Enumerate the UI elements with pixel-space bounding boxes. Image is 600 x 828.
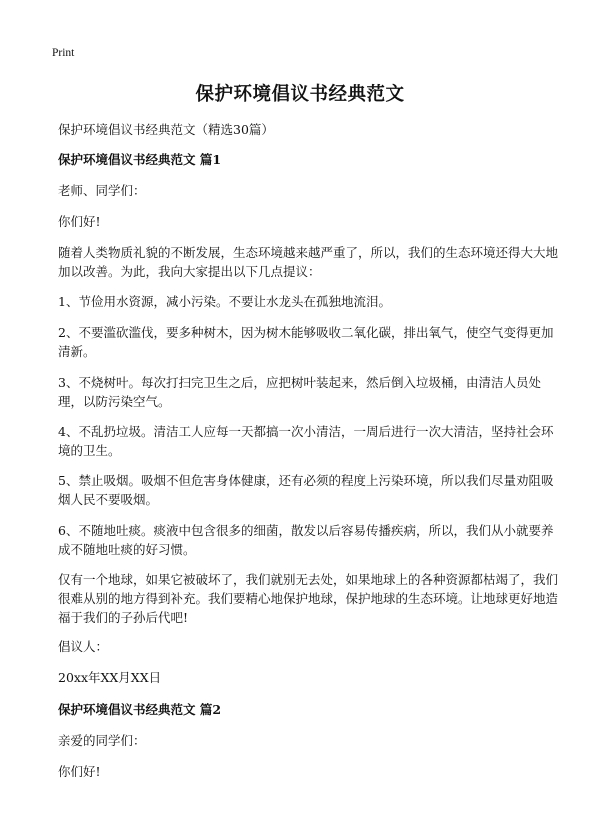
section-1-item-1: 1、节俭用水资源，减小污染。不要让水龙头在孤独地流泪。 [58,294,391,309]
section-1-date: 20xx年XX月XX日 [58,670,162,685]
section-2-hello: 你们好! [58,764,101,779]
section-1-conclusion: 仅有一个地球，如果它被破坏了，我们就别无去处，如果地球上的各种资源都枯竭了，我们很难从别的地方得到补充。我们要精心地保护地球，保护地球的生态环境。让地球更好地造福于我们的子孙后代吧! [58,572,559,625]
section-1-hello: 你们好! [58,214,101,229]
section-1-signature-label: 倡议人： [58,639,109,654]
section-1-item-4: 4、不乱扔垃圾。清洁工人应每一天都搞一次小清洁，一周后进行一次大清洁，坚持社会环境的卫生。 [58,424,554,458]
section-1-greeting: 老师、同学们： [58,183,146,198]
section-2-heading: 保护环境倡议书经典范文 篇2 [58,702,222,717]
section-1-item-3: 3、不烧树叶。每次打扫完卫生之后，应把树叶装起来，然后倒入垃圾桶，由清洁人员处理，以防污染空气。 [58,375,541,409]
print-label: Print [52,47,75,59]
document-subtitle: 保护环境倡议书经典范文（精选30篇） [58,122,274,137]
section-1-item-5: 5、禁止吸烟。吸烟不但危害身体健康，还有必须的程度上污染环境，所以我们尽量劝阻吸烟人民不要吸烟。 [58,473,554,507]
section-2-greeting: 亲爱的同学们： [58,733,146,748]
section-1-heading: 保护环境倡议书经典范文 篇1 [58,152,222,167]
document-title: 保护环境倡议书经典范文 [195,84,405,105]
section-1-item-6: 6、不随地吐痰。痰液中包含很多的细菌，散发以后容易传播疾病，所以，我们从小就要养成不随地吐痰的好习惯。 [58,523,554,557]
section-1-intro: 随着人类物质礼貌的不断发展，生态环境越来越严重了，所以，我们的生态环境还得大大地加以改善。为此，我向大家提出以下几点提议： [58,245,559,279]
section-1-item-2: 2、不要滥砍滥伐，要多种树木，因为树木能够吸收二氧化碳，排出氧气，使空气变得更加清新。 [58,325,554,359]
